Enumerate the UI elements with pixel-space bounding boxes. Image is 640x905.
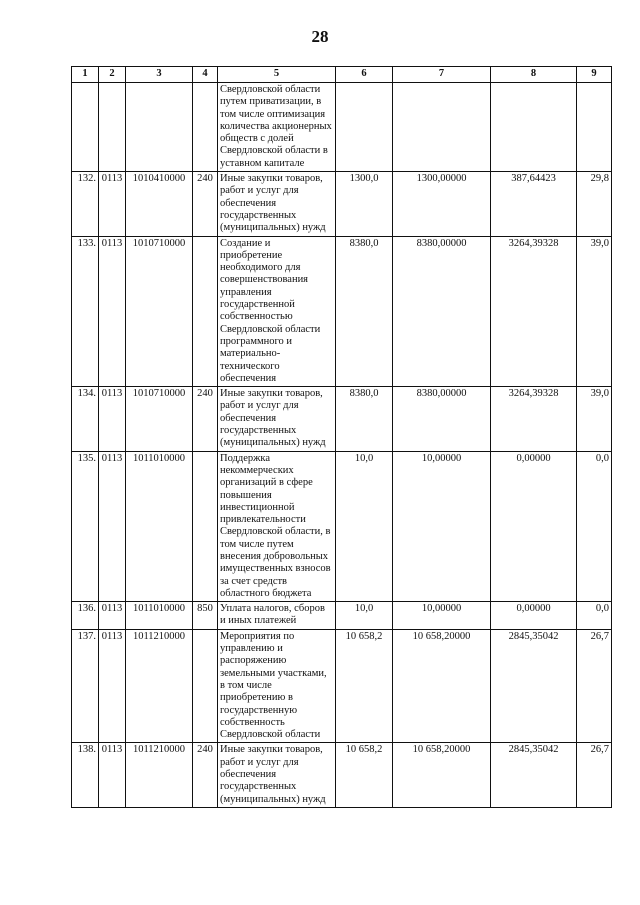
section-code: 0113	[99, 743, 126, 807]
item-name: Иные закупки товаров, работ и услуг для обеспечения государственных (муниципальных) нужд	[218, 387, 336, 451]
execution-percent: 0,0	[577, 602, 612, 630]
table-row	[72, 236, 612, 387]
section-code: 0113	[99, 451, 126, 602]
section-code	[99, 83, 126, 172]
row-number: 132.	[72, 172, 99, 236]
target-article-code: 1011010000	[126, 602, 193, 630]
item-name: Мероприятия по управлению и распоряжению земельными участками, в том числе приобретению в государственную собственность Свердловской области	[218, 629, 336, 743]
section-code: 0113	[99, 602, 126, 630]
target-article-code: 1011210000	[126, 743, 193, 807]
planned-amount: 10 658,2	[336, 629, 393, 743]
execution-percent	[577, 83, 612, 172]
item-name: Поддержка некоммерческих организаций в сфере повышения инвестиционной привлекательности Свердловской области, в том числе путем внесения добровольных имущественных взносов за счет средств областного бюджета	[218, 451, 336, 602]
column-header: 2	[99, 67, 126, 83]
row-number: 138.	[72, 743, 99, 807]
column-header: 8	[491, 67, 577, 83]
expense-type-code	[193, 629, 218, 743]
planned-amount: 1300,0	[336, 172, 393, 236]
execution-percent: 0,0	[577, 451, 612, 602]
executed-amount: 2845,35042	[491, 743, 577, 807]
item-name: Свердловской области путем приватизации, в том числе оптимизация количества акционерных обществ с долей Свердловской области в уставном капитале	[218, 83, 336, 172]
table-row	[72, 387, 612, 451]
table-row	[72, 629, 612, 743]
row-number: 136.	[72, 602, 99, 630]
approved-amount: 10,00000	[393, 451, 491, 602]
execution-percent: 26,7	[577, 743, 612, 807]
executed-amount: 387,64423	[491, 172, 577, 236]
planned-amount: 10,0	[336, 602, 393, 630]
expense-type-code	[193, 451, 218, 602]
column-header: 5	[218, 67, 336, 83]
target-article-code: 1010710000	[126, 387, 193, 451]
table-row	[72, 743, 612, 807]
executed-amount: 0,00000	[491, 602, 577, 630]
column-header: 1	[72, 67, 99, 83]
table-row	[72, 602, 612, 630]
table-row	[72, 172, 612, 236]
row-number	[72, 83, 99, 172]
expense-type-code: 240	[193, 743, 218, 807]
execution-percent: 29,8	[577, 172, 612, 236]
approved-amount: 10,00000	[393, 602, 491, 630]
row-number: 135.	[72, 451, 99, 602]
planned-amount: 8380,0	[336, 387, 393, 451]
column-header: 4	[193, 67, 218, 83]
expense-type-code: 240	[193, 172, 218, 236]
table-row	[72, 83, 612, 172]
executed-amount: 3264,39328	[491, 387, 577, 451]
expense-type-code: 240	[193, 387, 218, 451]
approved-amount: 1300,00000	[393, 172, 491, 236]
section-code: 0113	[99, 172, 126, 236]
item-name: Уплата налогов, сборов и иных платежей	[218, 602, 336, 630]
target-article-code: 1010710000	[126, 236, 193, 387]
approved-amount: 8380,00000	[393, 387, 491, 451]
planned-amount: 10 658,2	[336, 743, 393, 807]
planned-amount	[336, 83, 393, 172]
table-row	[72, 451, 612, 602]
row-number: 137.	[72, 629, 99, 743]
item-name: Иные закупки товаров, работ и услуг для обеспечения государственных (муниципальных) нужд	[218, 743, 336, 807]
expense-type-code	[193, 236, 218, 387]
planned-amount: 10,0	[336, 451, 393, 602]
approved-amount	[393, 83, 491, 172]
table-header-row	[72, 67, 612, 83]
target-article-code: 1011010000	[126, 451, 193, 602]
column-header: 3	[126, 67, 193, 83]
expense-type-code	[193, 83, 218, 172]
row-number: 133.	[72, 236, 99, 387]
approved-amount: 10 658,20000	[393, 743, 491, 807]
column-header: 7	[393, 67, 491, 83]
executed-amount: 2845,35042	[491, 629, 577, 743]
section-code: 0113	[99, 236, 126, 387]
executed-amount	[491, 83, 577, 172]
target-article-code	[126, 83, 193, 172]
expense-type-code: 850	[193, 602, 218, 630]
executed-amount: 3264,39328	[491, 236, 577, 387]
approved-amount: 8380,00000	[393, 236, 491, 387]
page-number: 28	[311, 27, 329, 46]
section-code: 0113	[99, 387, 126, 451]
column-header: 9	[577, 67, 612, 83]
budget-table	[71, 66, 612, 808]
approved-amount: 10 658,20000	[393, 629, 491, 743]
execution-percent: 26,7	[577, 629, 612, 743]
execution-percent: 39,0	[577, 236, 612, 387]
item-name: Создание и приобретение необходимого для совершенствования управления государственной собственностью Свердловской области программного и материально-технического обеспечения	[218, 236, 336, 387]
execution-percent: 39,0	[577, 387, 612, 451]
item-name: Иные закупки товаров, работ и услуг для обеспечения государственных (муниципальных) нужд	[218, 172, 336, 236]
section-code: 0113	[99, 629, 126, 743]
row-number: 134.	[72, 387, 99, 451]
executed-amount: 0,00000	[491, 451, 577, 602]
target-article-code: 1011210000	[126, 629, 193, 743]
planned-amount: 8380,0	[336, 236, 393, 387]
target-article-code: 1010410000	[126, 172, 193, 236]
column-header: 6	[336, 67, 393, 83]
